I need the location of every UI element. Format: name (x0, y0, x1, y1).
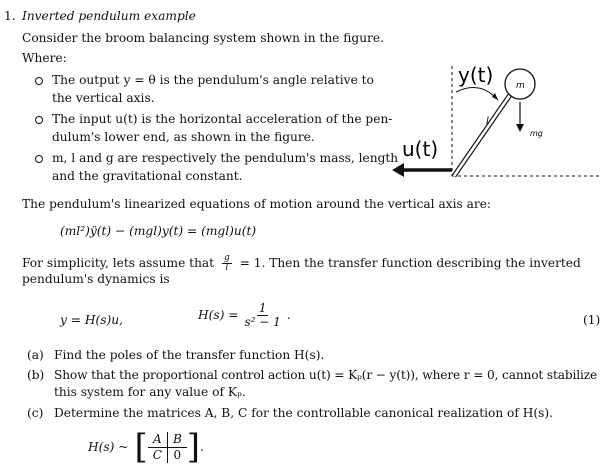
bullet-3-line2: and the gravitational constant. (52, 169, 243, 183)
bullet-1-line2: the vertical axis. (52, 91, 155, 105)
section-number: 1. (4, 9, 16, 23)
realization-equation (88, 427, 204, 467)
section-title: Inverted pendulum example (22, 9, 196, 23)
question-a-label: (a) (27, 348, 44, 362)
simplicity-line1 (22, 254, 581, 273)
linearized-intro: The pendulum's linearized equations of motion around the vertical axis are: (22, 197, 492, 211)
simplicity-text-a: For simplicity, lets assume that (22, 256, 215, 270)
question-c-text: Determine the matrices A, B, C for the controllable canonical realization of H(s). (54, 406, 554, 420)
bullet-1-line1: The output y = θ is the pendulum's angle relative to (52, 73, 374, 87)
g-over-l-fraction (222, 254, 232, 273)
bullet-marker (35, 155, 43, 163)
input-label: u(t) (402, 137, 439, 161)
equation-1-left: y = H(s)u, (60, 313, 123, 327)
bullet-marker (35, 77, 43, 85)
frac-denominator: l (225, 263, 229, 273)
bullet-marker (35, 116, 43, 124)
simplicity-text-b: = 1. Then the transfer function describing the inverted (239, 256, 581, 270)
where-label: Where: (22, 51, 67, 65)
simplicity-line2: pendulum's dynamics is (22, 272, 170, 286)
matrix-zero: 0 (173, 447, 182, 462)
bullet-2-line2: dulum's lower end, as shown in the figure. (52, 130, 315, 144)
matrix-c: C (148, 448, 168, 463)
question-b-label: (b) (27, 368, 45, 382)
length-label: l (486, 116, 489, 127)
equation-1-right (198, 302, 291, 329)
question-b-line1: Show that the proportional control action u(t) = Kₚ(r − y(t)), where r = 0, cannot stabilize (54, 368, 598, 382)
equation-period: . (286, 308, 291, 322)
realization-prefix: H(s) ~ (88, 439, 129, 454)
output-label: y(t) (458, 63, 494, 87)
frac-numerator: g (223, 253, 230, 263)
intro-text: Consider the broom balancing system shown in the figure. (22, 31, 384, 45)
transfer-function-fraction (242, 302, 282, 329)
mass-label: m (516, 81, 525, 91)
equation-number: (1) (583, 313, 601, 327)
transfer-function-prefix: H(s) = (198, 308, 239, 322)
angle-arc (456, 88, 498, 101)
tf-numerator: 1 (258, 301, 267, 315)
bullet-3-line1: m, l and g are respectively the pendulum's mass, length (52, 151, 399, 165)
left-bracket: [ (134, 427, 148, 467)
matrix-a: A (148, 432, 168, 448)
right-bracket: ] (186, 427, 201, 467)
realization-block-matrix (148, 432, 187, 463)
matrix-b: B (168, 432, 187, 448)
pendulum-figure (390, 52, 600, 184)
question-b-line2: this system for any value of Kₚ. (54, 385, 246, 399)
realization-period: . (200, 439, 204, 454)
bullet-2-line1: The input u(t) is the horizontal acceleration of the pen- (52, 112, 393, 126)
tf-denominator: s² − 1 (244, 315, 281, 329)
gravity-label: mg (530, 129, 543, 138)
question-a-text: Find the poles of the transfer function H(s). (54, 348, 325, 362)
question-c-label: (c) (27, 406, 44, 420)
linearized-equation: (ml²)ÿ(t) − (mgl)y(t) = (mgl)u(t) (60, 224, 257, 238)
